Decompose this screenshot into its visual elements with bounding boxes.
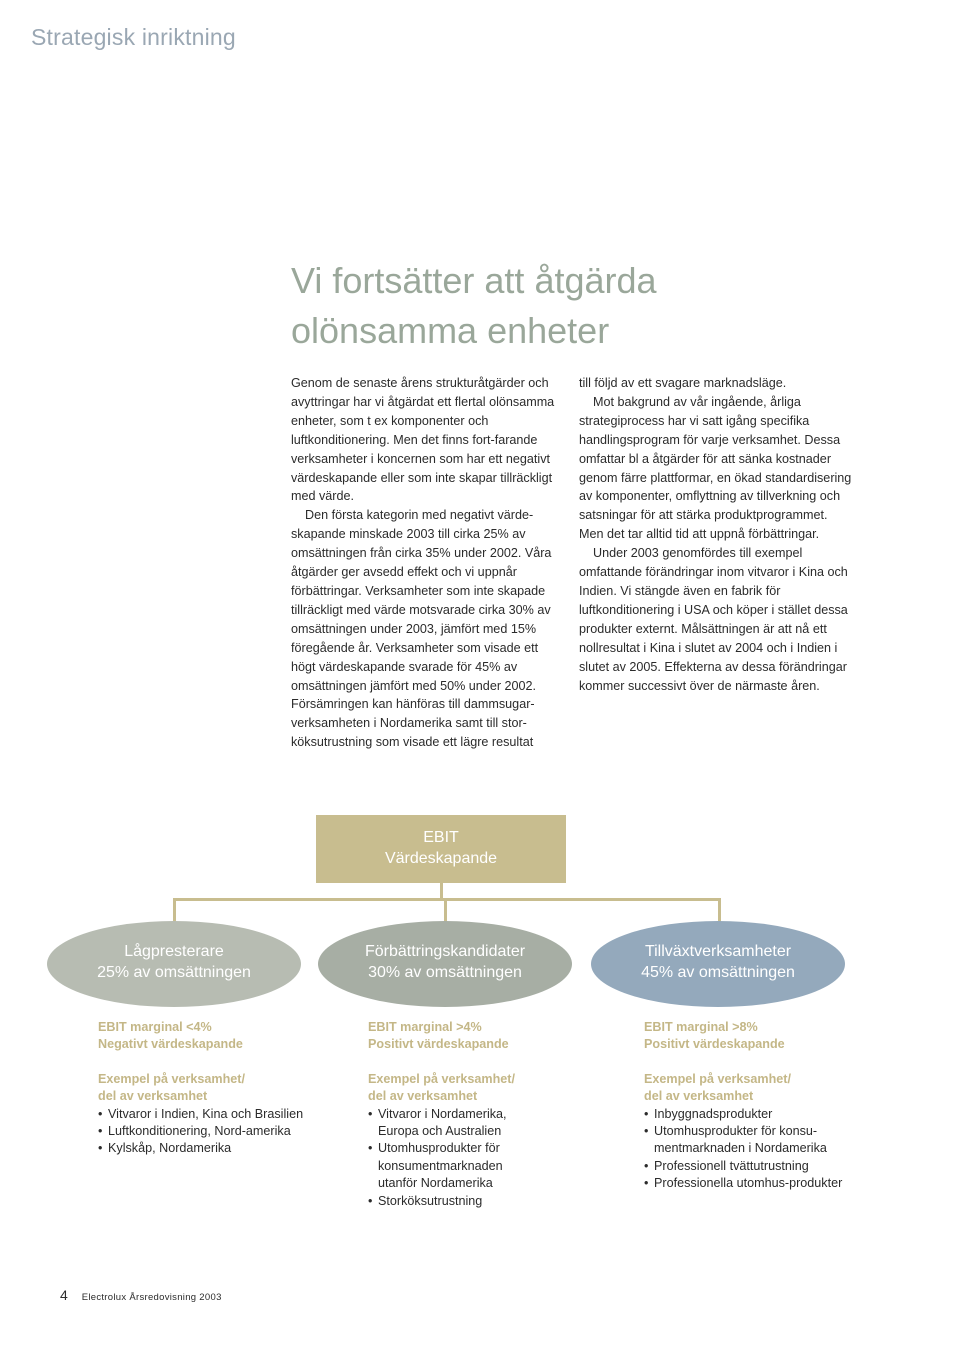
headline-line-2: olönsamma enheter — [291, 310, 610, 351]
ebit-margin-label: EBIT marginal >4% — [368, 1020, 482, 1034]
category-details-growth-businesses — [644, 1019, 864, 1193]
page-footer — [60, 1287, 222, 1303]
examples-heading: Exempel på verksamhet/ — [98, 1071, 246, 1086]
list-item: • Luftkonditionering, Nord-amerika — [98, 1123, 318, 1140]
diagram-root-line-1: EBIT — [423, 829, 459, 846]
category-details-low-performers — [98, 1019, 318, 1158]
examples-block — [368, 1071, 588, 1210]
examples-heading: del av verksamhet — [644, 1089, 754, 1104]
page-headline — [291, 256, 657, 356]
examples-list — [644, 1106, 844, 1193]
headline-line-1: Vi fortsätter att åtgärda — [291, 260, 657, 301]
examples-heading: Exempel på verksamhet/ — [644, 1071, 792, 1086]
body-paragraph: till följd av ett svagare marknadsläge. — [579, 376, 787, 390]
connector-drop-right — [718, 898, 721, 922]
category-share: 45% av omsättningen — [641, 964, 795, 981]
body-column-right — [579, 374, 854, 695]
body-paragraph: Den första kategorin med negativt värde-skapande minskade 2003 till cirka 25% av omsättningen från cirka 35% under 2002. Våra åtgärder ger avsedd effekt och vi uppnår förbättringar. Verksamheter som inte skapade tillräckligt med värde motsvarade cirka 30% av omsättningen under 2003, jämfört med 15% föregående år. Verksamheter som visade ett högt värdeskapande svarade för 45% av omsättningen jämfört med 50% under 2002. Försämringen kan hänföras till dammsugar-verksamheten i Nordamerika samt till stor-köksutrustning som visade ett lägre resultat — [291, 508, 552, 750]
list-item: • Professionella utomhus-produkter — [644, 1175, 844, 1192]
examples-list — [368, 1106, 518, 1210]
list-item: • Kylskåp, Nordamerika — [98, 1140, 318, 1157]
ebit-margin-label: EBIT marginal >8% — [644, 1020, 758, 1034]
connector-drop-left — [173, 898, 176, 922]
connector-horizontal — [173, 898, 721, 901]
value-creation-label: Positivt värdeskapande — [644, 1037, 785, 1052]
category-title: Förbättringskandidater — [364, 943, 526, 960]
value-creation-label: Positivt värdeskapande — [368, 1037, 509, 1052]
examples-block — [644, 1071, 864, 1193]
section-label: Strategisk inriktning — [31, 24, 236, 50]
body-paragraph: Genom de senaste årens strukturåtgärder och avyttringar har vi åtgärdat ett flertal olönsamma enheter, som t ex komponenter och luftkonditionering. Men det finns fort-farande verksamheter i koncernen som har ett negativt värdeskapande eller som inte skapar tillräckligt med värde. — [291, 376, 555, 504]
category-ellipse-low-performers — [47, 921, 301, 1007]
page-number: 4 — [60, 1287, 68, 1303]
category-ellipse-growth-businesses — [591, 921, 845, 1007]
category-share: 30% av omsättningen — [368, 964, 522, 981]
connector-drop-middle — [444, 898, 447, 922]
list-item: • Vitvaror i Nordamerika, Europa och Australien — [368, 1106, 518, 1141]
list-item: • Storköksutrustning — [368, 1193, 518, 1210]
category-share: 25% av omsättningen — [97, 964, 251, 981]
publication-name: Electrolux Årsredovisning 2003 — [81, 1292, 222, 1303]
connector-vertical-root — [440, 883, 443, 899]
list-item: • Utomhusprodukter för konsu-mentmarknaden i Nordamerika — [644, 1123, 844, 1158]
diagram-root-box — [316, 815, 566, 883]
list-item: • Professionell tvättutrustning — [644, 1158, 844, 1175]
body-column-left — [291, 374, 566, 752]
examples-list — [98, 1106, 318, 1158]
category-ellipse-improvement-candidates — [318, 921, 572, 1007]
examples-heading: Exempel på verksamhet/ — [368, 1071, 516, 1086]
body-paragraph: Under 2003 genomfördes till exempel omfattande förändringar inom vitvaror i Kina och Indien. Vi stängde även en fabrik för luftkonditionering i USA och köper i stället dessa produkter externt. Målsättningen är att nå ett nollresultat i Kina i slutet av 2004 och i Indien i slutet av 2005. Effekterna av dessa förändringar kommer successivt över de närmaste åren. — [579, 546, 848, 693]
category-title: Tillväxtverksamheter — [644, 943, 792, 960]
list-item: • Vitvaror i Indien, Kina och Brasilien — [98, 1106, 318, 1123]
category-title: Lågpresterare — [124, 943, 224, 960]
category-details-improvement-candidates — [368, 1019, 588, 1210]
list-item: • Inbyggnadsprodukter — [644, 1106, 844, 1123]
examples-block — [98, 1071, 318, 1158]
value-creation-label: Negativt värdeskapande — [98, 1037, 243, 1052]
list-item: • Utomhusprodukter för konsumentmarknaden utanför Nordamerika — [368, 1140, 518, 1192]
body-paragraph: Mot bakgrund av vår ingående, årliga strategiprocess har vi satt igång specifika handlingsprogram för varje verksamhet. Dessa omfattar bl a åtgärder för att sänka kostnader genom färre plattformar, en ökad standardisering av komponenter, omflyttning av tillverkning och satsningar för att stärka produktprogrammet. Men det tar alltid tid att uppnå förbättringar. — [579, 394, 852, 542]
ebit-margin-label: EBIT marginal <4% — [98, 1020, 212, 1034]
examples-heading: del av verksamhet — [98, 1089, 208, 1104]
diagram-root-line-2: Värdeskapande — [384, 850, 498, 867]
examples-heading: del av verksamhet — [368, 1089, 478, 1104]
